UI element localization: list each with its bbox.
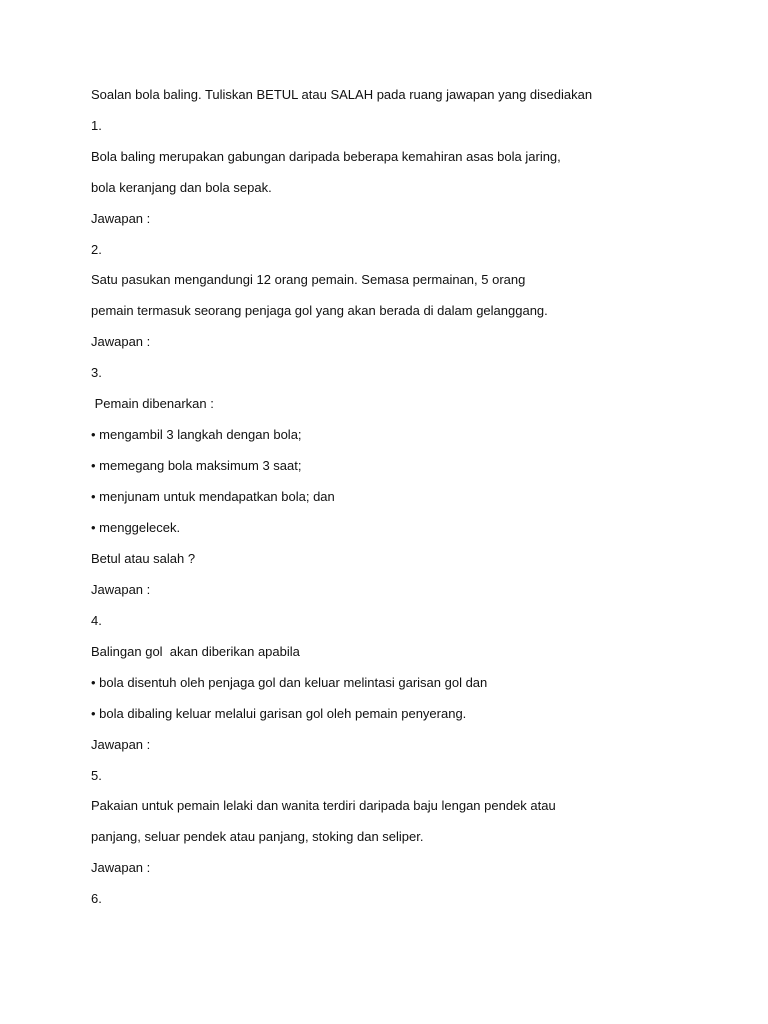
question-3-bullet: • menggelecek. [91,520,181,535]
document-heading: Soalan bola baling. Tuliskan BETUL atau SALAH pada ruang jawapan yang disediakan [91,87,593,102]
question-3-bullet: • menjunam untuk mendapatkan bola; dan [91,489,335,504]
question-4-answer-label: Jawapan : [91,737,151,752]
question-5-number: 5. [91,768,102,783]
question-4-intro: Balingan gol akan diberikan apabila [91,644,300,659]
question-6-number: 6. [91,891,102,906]
question-2-text-line-2: pemain termasuk seorang penjaga gol yang akan berada di dalam gelanggang. [91,303,548,318]
question-5-text-line-1: Pakaian untuk pemain lelaki dan wanita terdiri daripada baju lengan pendek atau [91,798,556,813]
question-4-number: 4. [91,613,102,628]
question-2-number: 2. [91,242,102,257]
question-5-text-line-2: panjang, seluar pendek atau panjang, stoking dan seliper. [91,829,424,844]
question-4-bullet: • bola disentuh oleh penjaga gol dan keluar melintasi garisan gol dan [91,675,488,690]
question-1-number: 1. [91,118,102,133]
question-1-answer-label: Jawapan : [91,211,151,226]
question-3-intro: Pemain dibenarkan : [91,396,214,411]
question-3-number: 3. [91,365,102,380]
question-2-answer-label: Jawapan : [91,334,151,349]
question-1-text-line-1: Bola baling merupakan gabungan daripada beberapa kemahiran asas bola jaring, [91,149,561,164]
question-3-bullet: • memegang bola maksimum 3 saat; [91,458,302,473]
question-2-text-line-1: Satu pasukan mengandungi 12 orang pemain. Semasa permainan, 5 orang [91,272,526,287]
question-4-bullet: • bola dibaling keluar melalui garisan gol oleh pemain penyerang. [91,706,467,721]
question-1-text-line-2: bola keranjang dan bola sepak. [91,180,272,195]
question-5-answer-label: Jawapan : [91,860,151,875]
question-3-answer-label: Jawapan : [91,582,151,597]
question-3-bullet: • mengambil 3 langkah dengan bola; [91,427,302,442]
question-3-prompt: Betul atau salah ? [91,551,196,566]
